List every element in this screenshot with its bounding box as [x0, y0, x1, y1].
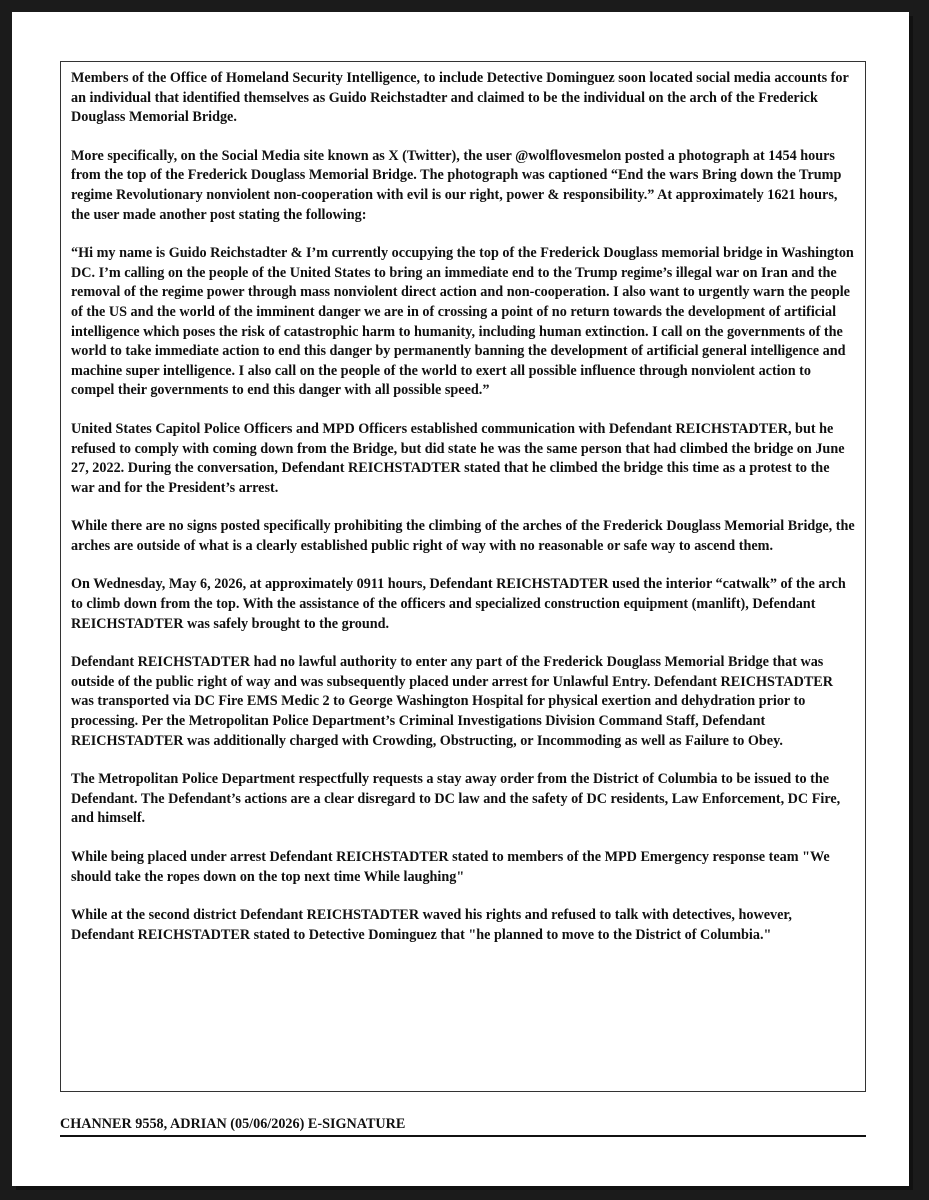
paragraph-x-posts: More specifically, on the Social Media site known as X (Twitter), the user @wolflovesmelon posted a photograph at 1454 hours from the top of the Frederick Douglass Memorial Bridge. The photograph was captioned “End the wars Bring down the Trump regime Revolutionary nonviolent non-cooperation with evil is our right, power & responsibility.” At approximately 1621 hours, the user made another post stating the following: — [71, 147, 842, 223]
document-page — [12, 12, 909, 1186]
paragraph-communication: United States Capitol Police Officers and MPD Officers established communication with Defendant REICHSTADTER, but he refused to comply with coming down from the Bridge, but did state he was the same person that had climbed the bridge on June 27, 2022. During the conversation, Defendant REICHSTADTER stated that he climbed the bridge this time as a protest to the war and for the President’s arrest. — [71, 420, 845, 496]
paragraph-second-district: While at the second district Defendant REICHSTADTER waved his rights and refused to talk with detectives, however, Defendant REICHSTADTER stated to Detective Dominguez that "he planned to move to the District of Columbia." — [71, 907, 792, 943]
paragraph-social-media-accounts: Members of the Office of Homeland Security Intelligence, to include Detective Dominguez soon located social media accounts for an individual that identified themselves as Guido Reichstadter and claimed to be the individual on the arch of the Frederick Douglass Memorial Bridge. — [71, 70, 849, 126]
paragraph-ropes-statement: While being placed under arrest Defendant REICHSTADTER stated to members of the MPD Emergency response team "We should take the ropes down on the top next time While laughing" — [71, 849, 830, 885]
e-signature-line: CHANNER 9558, ADRIAN (05/06/2026) E-SIGNATURE — [60, 1116, 866, 1137]
paragraph-stay-away-order: The Metropolitan Police Department respectfully requests a stay away order from the District of Columbia to be issued to the Defendant. The Defendant’s actions are a clear disregard to DC law and the safety of DC residents, Law Enforcement, DC Fire, and himself. — [71, 771, 841, 827]
statement-of-facts-box — [60, 61, 866, 1092]
paragraph-quoted-post: “Hi my name is Guido Reichstadter & I’m currently occupying the top of the Frederick Douglass memorial bridge in Washington DC. I’m calling on the people of the United States to bring an immediate end to the Trump regime’s illegal war on Iran and the removal of the regime power through mass nonviolent direct action and non-cooperation. I also want to urgently warn the people of the US and the world of the imminent danger we are in of crossing a point of no return towards the development of artificial intelligence which poses the risk of catastrophic harm to humanity, including human extinction. I call on the governments of the world to take immediate action to end this danger by permanently banning the development of artificial general intelligence and machine super intelligence. I also call on the people of the world to exert all possible influence through nonviolent action to compel their governments to end this danger with all possible speed.” — [71, 245, 854, 399]
paragraph-no-signs: While there are no signs posted specifically prohibiting the climbing of the arches of the Frederick Douglass Memorial Bridge, the arches are outside of what is a clearly established public right of way with no reasonable or safe way to ascend them. — [71, 518, 855, 554]
paragraph-climb-down: On Wednesday, May 6, 2026, at approximately 0911 hours, Defendant REICHSTADTER used the interior “catwalk” of the arch to climb down from the top. With the assistance of the officers and specialized construction equipment (manlift), Defendant REICHSTADTER was safely brought to the ground. — [71, 576, 846, 632]
paragraph-arrest: Defendant REICHSTADTER had no lawful authority to enter any part of the Frederick Douglass Memorial Bridge that was outside of the public right of way and was subsequently placed under arrest for Unlawful Entry. Defendant REICHSTADTER was transported via DC Fire EMS Medic 2 to George Washington Hospital for physical exertion and dehydration prior to processing. Per the Metropolitan Police Department’s Criminal Investigations Division Command Staff, Defendant REICHSTADTER was additionally charged with Crowding, Obstructing, or Incommoding as well as Failure to Obey. — [71, 654, 834, 749]
